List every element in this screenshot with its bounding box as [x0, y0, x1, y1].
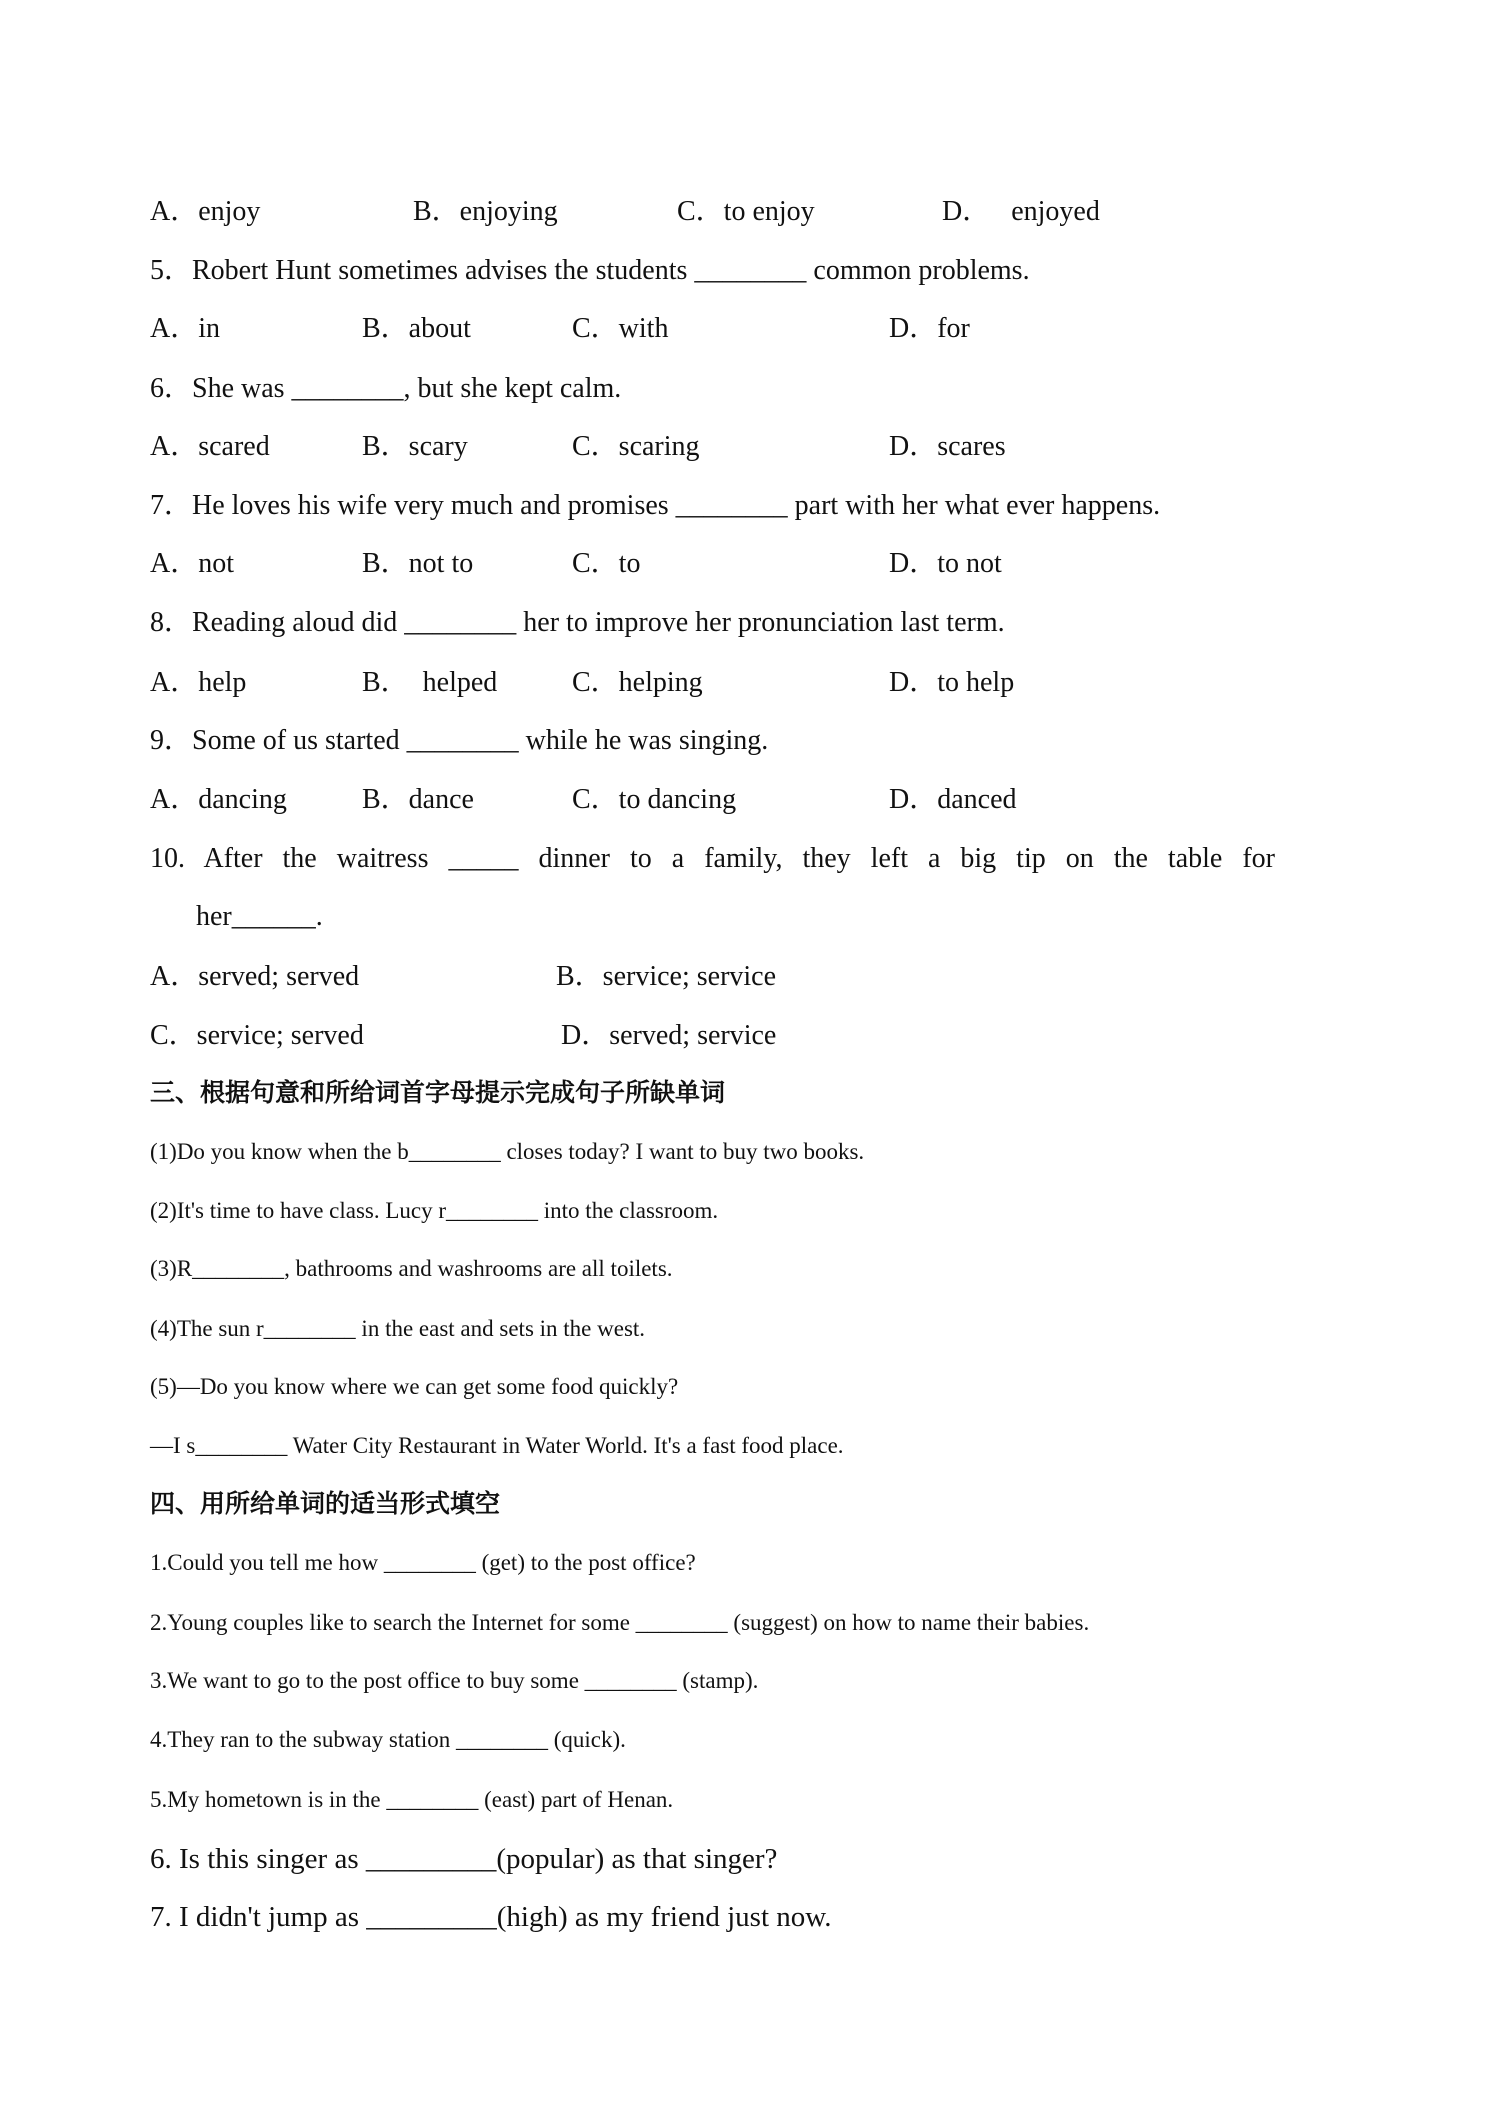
q9-option-a: A．dancing — [150, 784, 287, 815]
section4-item-4: 4.They ran to the subway station ________ (quick). — [150, 1727, 626, 1752]
q6-option-a: A．scared — [150, 431, 270, 462]
section3-item-1: (1)Do you know when the b________ closes today? I want to buy two books. — [150, 1139, 865, 1164]
q10-option-d: D．served; service — [561, 1020, 777, 1051]
q6-option-d: D．scares — [889, 431, 1006, 462]
section4-heading: 四、用所给单词的适当形式填空 — [150, 1489, 501, 1518]
q5-option-b: B．about — [362, 313, 471, 344]
q6-option-b: B．scary — [362, 431, 468, 462]
q6-option-c: C．scaring — [572, 431, 700, 462]
q8-option-b: B． helped — [362, 667, 498, 698]
section3-item-4: (4)The sun r________ in the east and sets in the west. — [150, 1316, 646, 1341]
section4-item-6: 6. Is this singer as _________(popular) as that singer? — [150, 1843, 778, 1875]
section3-item-5-answer: —I s________ Water City Restaurant in Water World. It's a fast food place. — [150, 1433, 844, 1458]
q5-stem: 5．Robert Hunt sometimes advises the students ________ common problems. — [150, 255, 1030, 286]
section3-item-3: (3)R________, bathrooms and washrooms are all toilets. — [150, 1256, 673, 1281]
q9-option-c: C．to dancing — [572, 784, 737, 815]
q6-stem: 6．She was ________, but she kept calm. — [150, 373, 622, 404]
q4-option-c: C．to enjoy — [677, 196, 815, 227]
q4-option-b: B．enjoying — [413, 196, 558, 227]
q10-option-b: B．service; service — [556, 961, 777, 992]
q5-option-d: D．for — [889, 313, 970, 344]
section3-item-2: (2)It's time to have class. Lucy r________ into the classroom. — [150, 1198, 719, 1223]
q7-option-b: B．not to — [362, 548, 474, 579]
q7-option-a: A．not — [150, 548, 235, 579]
q9-stem: 9．Some of us started ________ while he was singing. — [150, 725, 769, 756]
q8-option-a: A．help — [150, 667, 247, 698]
q9-option-b: B．dance — [362, 784, 474, 815]
q10-option-c: C．service; served — [150, 1020, 364, 1051]
section3-item-5: (5)—Do you know where we can get some food quickly? — [150, 1374, 679, 1399]
q4-option-d: D． enjoyed — [942, 196, 1100, 227]
q9-option-d: D．danced — [889, 784, 1017, 815]
q8-stem: 8．Reading aloud did ________ her to improve her pronunciation last term. — [150, 607, 1005, 638]
section4-item-2: 2.Young couples like to search the Internet for some ________ (suggest) on how to name their babies. — [150, 1610, 1090, 1635]
q8-option-c: C．helping — [572, 667, 703, 698]
q7-option-c: C．to — [572, 548, 641, 579]
section3-heading: 三、根据句意和所给词首字母提示完成句子所缺单词 — [150, 1078, 726, 1107]
q7-option-d: D．to not — [889, 548, 1002, 579]
section4-item-7: 7. I didn't jump as _________(high) as my friend just now. — [150, 1901, 832, 1933]
q5-option-c: C．with — [572, 313, 669, 344]
q10-stem-line2: her______. — [196, 901, 323, 932]
q4-option-a: A．enjoy — [150, 196, 261, 227]
section4-item-3: 3.We want to go to the post office to buy some ________ (stamp). — [150, 1668, 759, 1693]
section4-item-5: 5.My hometown is in the ________ (east) part of Henan. — [150, 1787, 674, 1812]
section4-item-1: 1.Could you tell me how ________ (get) to the post office? — [150, 1550, 696, 1575]
q8-option-d: D．to help — [889, 667, 1015, 698]
q10-stem-line1: 10. After the waitress _____ dinner to a family, they left a big tip on the table for — [150, 843, 1275, 874]
q7-stem: 7．He loves his wife very much and promises ________ part with her what ever happens. — [150, 490, 1161, 521]
q5-option-a: A．in — [150, 313, 221, 344]
q10-option-a: A．served; served — [150, 961, 360, 992]
